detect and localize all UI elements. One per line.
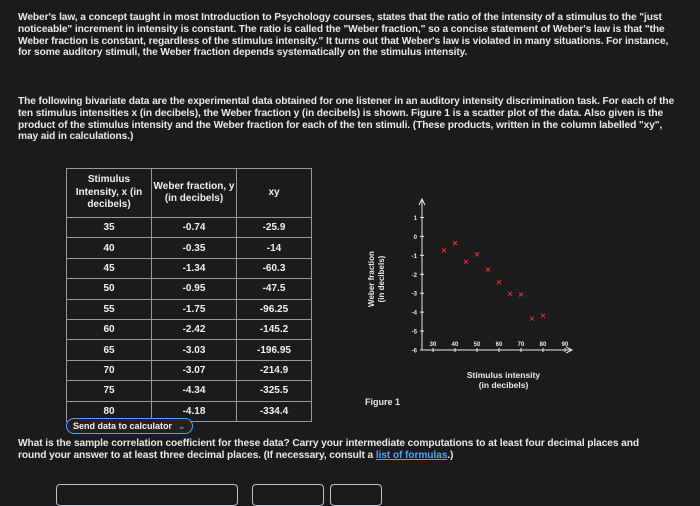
list-of-formulas-link[interactable]: list of formulas	[375, 449, 448, 461]
x-tick-label: 60	[495, 342, 503, 348]
cell-x: 80	[67, 401, 152, 421]
cell-xy: -60.3	[237, 258, 312, 278]
y-tick-label: -5	[411, 329, 417, 336]
x-tick-label: 90	[561, 342, 569, 348]
send-data-to-calculator-button[interactable]	[66, 418, 193, 434]
table-row	[67, 299, 312, 319]
y-tick-label: 0	[413, 234, 417, 241]
chevron-down-icon: ⌄	[178, 421, 186, 431]
cell-x: 35	[67, 218, 152, 238]
data-table-container	[66, 168, 312, 431]
reset-button[interactable]	[330, 484, 382, 506]
cell-xy: -145.2	[237, 319, 312, 339]
question-text	[18, 438, 658, 462]
cell-xy: -334.4	[237, 401, 312, 421]
data-point	[442, 248, 446, 252]
header-weber-fraction: Weber fraction, y (in decibels)	[152, 169, 237, 218]
y-tick-label: 1	[413, 215, 417, 222]
data-point	[453, 241, 457, 245]
cell-xy: -96.25	[237, 299, 312, 319]
data-description-paragraph: The following bivariate data are the experimental data obtained for one listener in an auditory intensity discrimination task. For each of the ten stimulus intensities x (in decibels), the Weber fraction y (in decibels) is shown. Figure 1 is a scatter plot of the data. Also given is the product of the stimulus intensity and the Weber fraction for each of the ten stimuli. (These products, written in the column labelled "xy", may aid in calculations.)	[18, 96, 675, 143]
intro-paragraph: Weber's law, a concept taught in most Introduction to Psychology courses, states that the ratio of the intensity of a stimulus to the "just noticeable" increment in intensity is constant. The ratio is called the "Weber fraction," so a concise statement of Weber's law is that "the Weber fraction is constant, regardless of the stimulus intensity." It turns out that Weber's law is violated in many situations. For instance, for some auditory stimuli, the Weber fraction depends systematically on the stimulus intensity.	[18, 12, 669, 59]
cell-xy: -14	[237, 238, 312, 258]
y-tick-label: -2	[411, 272, 417, 279]
cell-xy: -325.5	[237, 381, 312, 401]
cell-x: 70	[67, 360, 152, 380]
data-point	[541, 314, 545, 318]
table-row	[67, 218, 312, 238]
data-point	[464, 260, 468, 264]
cell-x: 60	[67, 319, 152, 339]
data-point	[486, 268, 490, 272]
cell-y: -0.35	[152, 238, 237, 258]
y-tick-label: -3	[411, 291, 417, 298]
cell-xy: -214.9	[237, 360, 312, 380]
x-tick-label: 70	[517, 342, 525, 348]
header-stimulus-intensity: Stimulus Intensity, x (in decibels)	[67, 169, 152, 218]
data-point	[519, 293, 523, 297]
data-point	[497, 280, 501, 284]
y-tick-label: -6	[411, 348, 417, 355]
data-point	[530, 317, 534, 321]
x-tick-label: 50	[473, 342, 481, 348]
question-suffix: .)	[447, 449, 454, 461]
cell-xy: -25.9	[237, 218, 312, 238]
scatter-plot	[360, 190, 580, 410]
y-axis-label: Weber fraction(in decibels)	[367, 251, 386, 307]
answer-input[interactable]	[56, 484, 238, 506]
cell-y: -3.03	[152, 340, 237, 360]
data-table	[66, 168, 312, 422]
cell-y: -4.18	[152, 401, 237, 421]
cell-y: -1.34	[152, 258, 237, 278]
data-point	[475, 252, 479, 256]
table-row	[67, 381, 312, 401]
cell-y: -1.75	[152, 299, 237, 319]
cell-y: -3.07	[152, 360, 237, 380]
cell-y: -0.95	[152, 279, 237, 299]
y-tick-label: -4	[411, 310, 417, 317]
cell-x: 45	[67, 258, 152, 278]
cell-xy: -47.5	[237, 279, 312, 299]
header-xy: xy	[237, 169, 312, 218]
cell-y: -2.42	[152, 319, 237, 339]
cell-x: 55	[67, 299, 152, 319]
table-row	[67, 319, 312, 339]
table-row	[67, 340, 312, 360]
question-body: What is the sample correlation coefficient for these data? Carry your intermediate computations to at least four decimal places and round your answer to at least three decimal places. (If necessary, consult a	[18, 438, 639, 461]
x-tick-label: 80	[539, 342, 547, 348]
cell-y: -0.74	[152, 218, 237, 238]
x-axis-label: Stimulus intensity (in decibels)	[466, 370, 541, 390]
check-button[interactable]	[252, 484, 324, 506]
data-point	[508, 292, 512, 296]
table-row	[67, 258, 312, 278]
cell-xy: -196.95	[237, 340, 312, 360]
send-data-label: Send data to calculator	[73, 421, 173, 431]
figure-caption: Figure 1	[365, 397, 401, 407]
table-row	[67, 279, 312, 299]
cell-x: 75	[67, 381, 152, 401]
x-tick-label: 30	[429, 342, 437, 348]
table-row	[67, 238, 312, 258]
cell-x: 40	[67, 238, 152, 258]
y-tick-label: -1	[411, 253, 417, 260]
cell-x: 50	[67, 279, 152, 299]
cell-y: -4.34	[152, 381, 237, 401]
cell-x: 65	[67, 340, 152, 360]
table-row	[67, 360, 312, 380]
x-tick-label: 40	[451, 342, 459, 348]
